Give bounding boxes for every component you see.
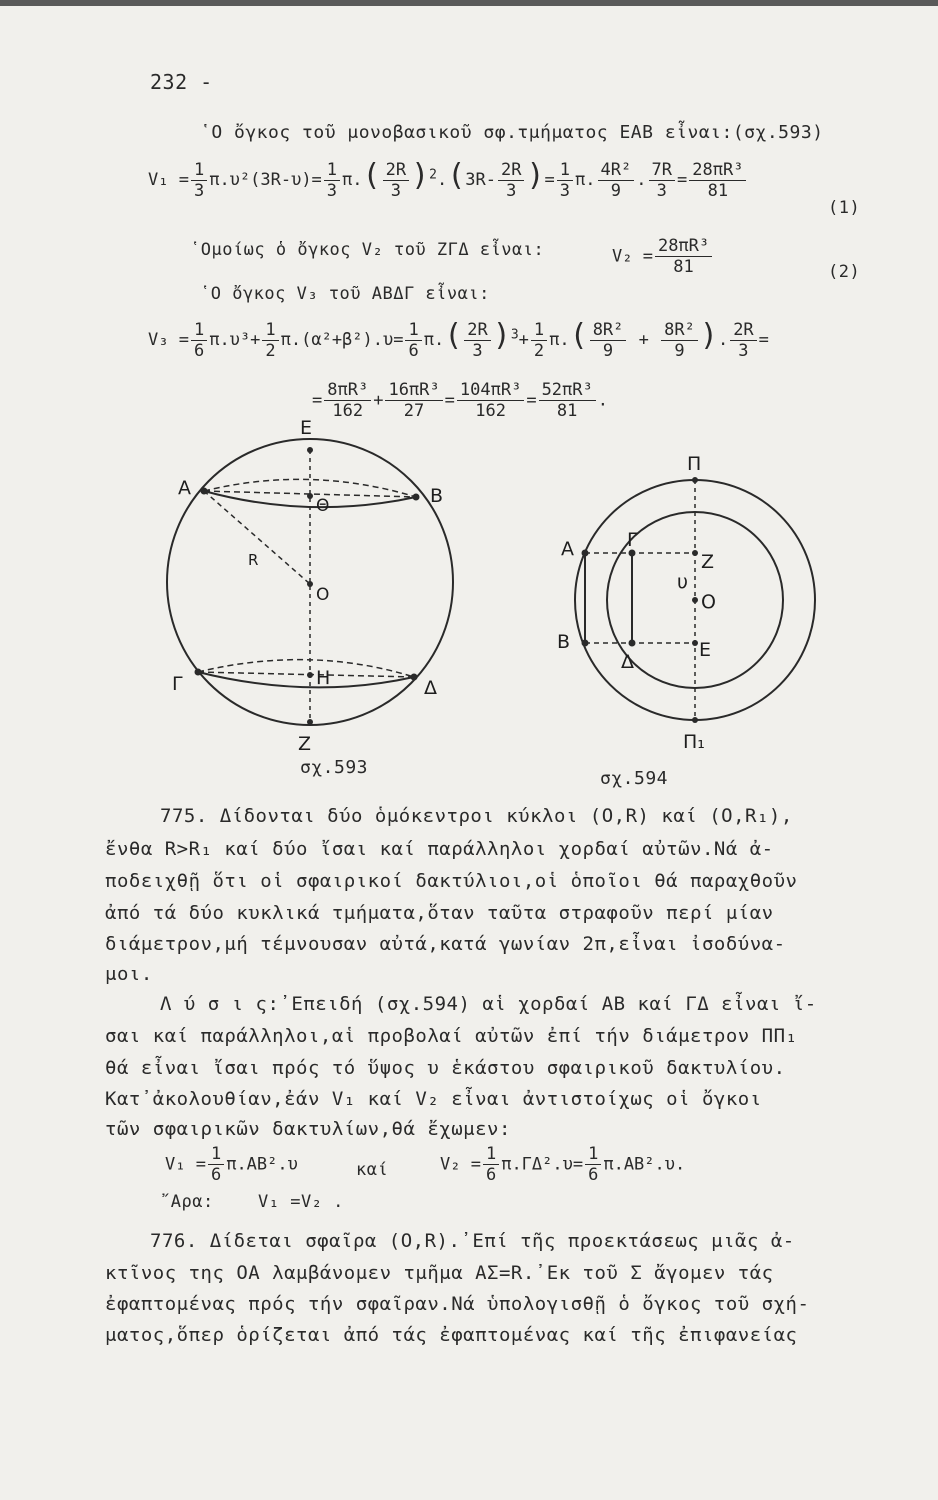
label-a: Α [561, 538, 574, 560]
radius-ao [204, 491, 310, 584]
eq2-frac: $\frac{\text{28πR³}}{81}$ [655, 236, 712, 277]
point-d [411, 674, 418, 681]
label-z: Ζ [701, 551, 715, 573]
eq1-frac-4r2: $\frac{\text{4R²}}{9}$ [598, 160, 635, 201]
eq1-number: (1) [828, 198, 861, 218]
p775-line-3: ποδειχθῇ ὅτι οἱ σφαιρικοί δακτύλιοι,οἱ ὁποῖοι θά παραχθοῦν [105, 870, 798, 892]
sol-frac-3: $\frac{1}{6}$ [585, 1144, 601, 1185]
point-o [692, 597, 698, 603]
intro-line-3: ῾Ο ὄγκος V₃ τοῦ ΑΒΔΓ εἶναι: [200, 284, 490, 304]
eq1-frac-result: $\frac{\text{28πR³}}{81}$ [689, 160, 746, 201]
eq3-frac-12: $\frac{1}{2}$ [262, 320, 278, 361]
label-d: Δ [424, 677, 437, 699]
equation-1: V₁ = $\frac{1}{3}$ π.υ²(3R-υ)= $\frac{1}{3}$ π.( $\frac{2R}{3}$ )$^2$.(3R- $\frac{2R}{3}$ )= $\frac{1}{3}$ π. $\frac{\text{4R²}}{9}$ . $\frac{7R}{3}$ = $\frac{\text{28πR³}}{81}$ [148, 158, 748, 201]
point-theta [307, 493, 313, 499]
figure-594 [545, 450, 845, 760]
chord-gd-front [198, 672, 414, 687]
label-d: Δ [621, 651, 634, 673]
p776-line-2: κτῖνος της ΟΑ λαμβάνομεν τμῆμα ΑΣ=R.᾿Εκ τοῦ Σ ἄγομεν τάς [105, 1262, 774, 1284]
point-e [692, 640, 698, 646]
point-a [582, 550, 589, 557]
label-g: Γ [172, 673, 183, 695]
line-g-d [198, 672, 414, 677]
intro-line-1: ῾Ο ὄγκος τοῦ μονοβασικοῦ σφ.τμήματος ΕΑΒ εἶναι:(σχ.593) [200, 122, 824, 143]
eq4-frac-1: $\frac{\text{8πR³}}{162}$ [324, 380, 371, 421]
label-p: Π [687, 453, 702, 475]
sol-line-2: σαι καί παράλληλοι,αἱ προβολαί αὐτῶν ἐπί τήν διάμετρον ΠΠ₁ [105, 1025, 798, 1047]
label-e: Ε [300, 417, 313, 439]
point-p [692, 477, 698, 483]
eq2-number: (2) [828, 262, 861, 282]
p776-line-3: ἐφαπτομένας πρός τήν σφαῖραν.Νά ὑπολογισθῇ ὁ ὄγκος τοῦ σχή- [105, 1293, 810, 1315]
caption-593: σχ.593 [300, 757, 369, 778]
point-o [307, 581, 313, 587]
eq1-frac-a: $\frac{1}{3}$ [191, 160, 207, 201]
eq1-frac-2r3: $\frac{2R}{3}$ [383, 160, 409, 201]
p775-line-6: μοι. [105, 963, 153, 985]
equation-2: V₂ = $\frac{\text{28πR³}}{81}$ [612, 236, 714, 277]
eq1-lhs: V₁ = [148, 170, 189, 190]
label-r: R [248, 551, 259, 569]
eq3-frac-2r3b: $\frac{2R}{3}$ [730, 320, 756, 361]
eq3-frac-2r3: $\frac{2R}{3}$ [464, 320, 490, 361]
point-z [692, 550, 698, 556]
point-z [307, 719, 313, 725]
sol-line-5: τῶν σφαιρικῶν δακτυλίων,θά ἔχωμεν: [105, 1118, 511, 1140]
sol-line-4: Κατ᾿ἀκολουθίαν,ἐάν V₁ καί V₂ εἶναι ἀντιστοίχως οἱ ὄγκοι [105, 1088, 762, 1110]
sol-ara: ῎Αρα: [160, 1192, 214, 1212]
figure-593 [150, 410, 470, 790]
sol-frac-2: $\frac{1}{6}$ [483, 1144, 499, 1185]
eq1-frac-7r: $\frac{7R}{3}$ [649, 160, 675, 201]
p776-line-1: 776. Δίδεται σφαῖρα (Ο,R).᾿Επί τῆς προεκτάσεως μιᾶς ἀ- [150, 1230, 795, 1252]
eq4-frac-4: $\frac{\text{52πR³}}{81}$ [539, 380, 596, 421]
chord-gd-back [198, 660, 414, 677]
label-g: Γ [627, 529, 638, 551]
page-number: 232 - [150, 70, 213, 94]
equation-3: V₃ = $\frac{1}{6}$ π.υ³+ $\frac{1}{2}$ π.(α²+β²).υ= $\frac{1}{6}$ π.( $\frac{2R}{3}$ )$^3$+ $\frac{1}{2}$ π.( $\frac{\text{8R²}}{9}$ + $\frac{\text{8R²}}{9}$ ). $\frac{2R}{3}$ = [148, 318, 769, 361]
eq4-frac-2: $\frac{\text{16πR³}}{27}$ [385, 380, 442, 421]
sol-line-3: θά εἶναι ἴσαι πρός τό ὕψος υ ἑκάστου σφαιρικοῦ δακτυλίου. [105, 1057, 786, 1079]
label-o: Ο [701, 591, 716, 613]
label-b: Β [557, 631, 571, 653]
sol-line-1: Λ ύ σ ι ς:᾿Επειδή (σχ.594) αἱ χορδαί ΑΒ καί ΓΔ εἶναι ἴ- [160, 993, 817, 1015]
point-g [195, 669, 202, 676]
p775-line-4: ἀπό τά δύο κυκλικά τμήματα,ὅταν ταῦτα στραφοῦν περί μίαν [105, 902, 774, 924]
point-p1 [692, 717, 698, 723]
label-o: Ο [316, 585, 330, 605]
p775-line-1: 775. Δίδονται δύο ὁμόκεντροι κύκλοι (Ο,R) καί (Ο,R₁), [160, 805, 793, 827]
eq3-frac-12b: $\frac{1}{2}$ [531, 320, 547, 361]
eq3-frac-8r2: $\frac{\text{8R²}}{9}$ [590, 320, 627, 361]
label-b: Β [430, 485, 444, 507]
point-h [307, 672, 313, 678]
label-a: Α [178, 477, 191, 499]
label-h: Η [316, 667, 331, 689]
sol-equation-v1: V₁ = $\frac{1}{6}$ π.ΑΒ².υ [165, 1144, 298, 1185]
point-d [629, 640, 636, 647]
eq1-frac-2r3-b: $\frac{2R}{3}$ [498, 160, 524, 201]
point-b [582, 640, 589, 647]
eq3-frac-16b: $\frac{1}{6}$ [405, 320, 421, 361]
point-b [413, 494, 420, 501]
label-p1: Π₁ [683, 731, 705, 753]
equation-4: = $\frac{\text{8πR³}}{162}$ + $\frac{\text{16πR³}}{27}$ = $\frac{\text{104πR³}}{162}$ = $\frac{\text{52πR³}}{81}$ . [312, 380, 608, 421]
eq4-frac-3: $\frac{\text{104πR³}}{162}$ [457, 380, 524, 421]
eq3-frac-8r2b: $\frac{\text{8R²}}{9}$ [661, 320, 698, 361]
label-z: Ζ [298, 733, 312, 755]
intro-line-2: ῾Ομοίως ὁ ὄγκος V₂ τοῦ ΖΓΔ εἶναι: [190, 240, 545, 260]
eq1-mid: π.υ²(3R-υ)= [209, 170, 322, 190]
p775-line-5: διάμετρον,μή τέμνουσαν αὐτά,κατά γωνίαν 2π,εἶναι ἰσοδύνα- [105, 933, 786, 955]
sol-frac-1: $\frac{1}{6}$ [208, 1144, 224, 1185]
eq3-frac-16: $\frac{1}{6}$ [191, 320, 207, 361]
label-u: υ [677, 571, 688, 593]
p775-line-2: ἔνθα R>R₁ καί δύο ἴσαι καί παράλληλοι χορδαί αὐτῶν.Νά ἀ- [105, 838, 774, 860]
label-e: Ε [699, 639, 712, 661]
label-theta: Θ [316, 496, 330, 516]
scan-edge [0, 0, 938, 6]
eq1-frac-c: $\frac{1}{3}$ [557, 160, 573, 201]
point-a [201, 488, 208, 495]
caption-594: σχ.594 [600, 768, 669, 789]
p776-line-4: ματος,ὅπερ ὁρίζεται ἀπό τάς ἐφαπτομένας καί τῆς ἐπιφανείας [105, 1324, 798, 1346]
eq1-pi: π. [342, 170, 363, 190]
sol-ara-eq: V₁ =V₂ . [258, 1192, 344, 1212]
sol-and: καί [356, 1160, 389, 1180]
point-e [307, 447, 313, 453]
sol-equation-v2: V₂ = $\frac{1}{6}$ π.ΓΔ².υ= $\frac{1}{6}$ π.ΑΒ².υ. [440, 1144, 686, 1185]
eq1-frac-b: $\frac{1}{3}$ [324, 160, 340, 201]
